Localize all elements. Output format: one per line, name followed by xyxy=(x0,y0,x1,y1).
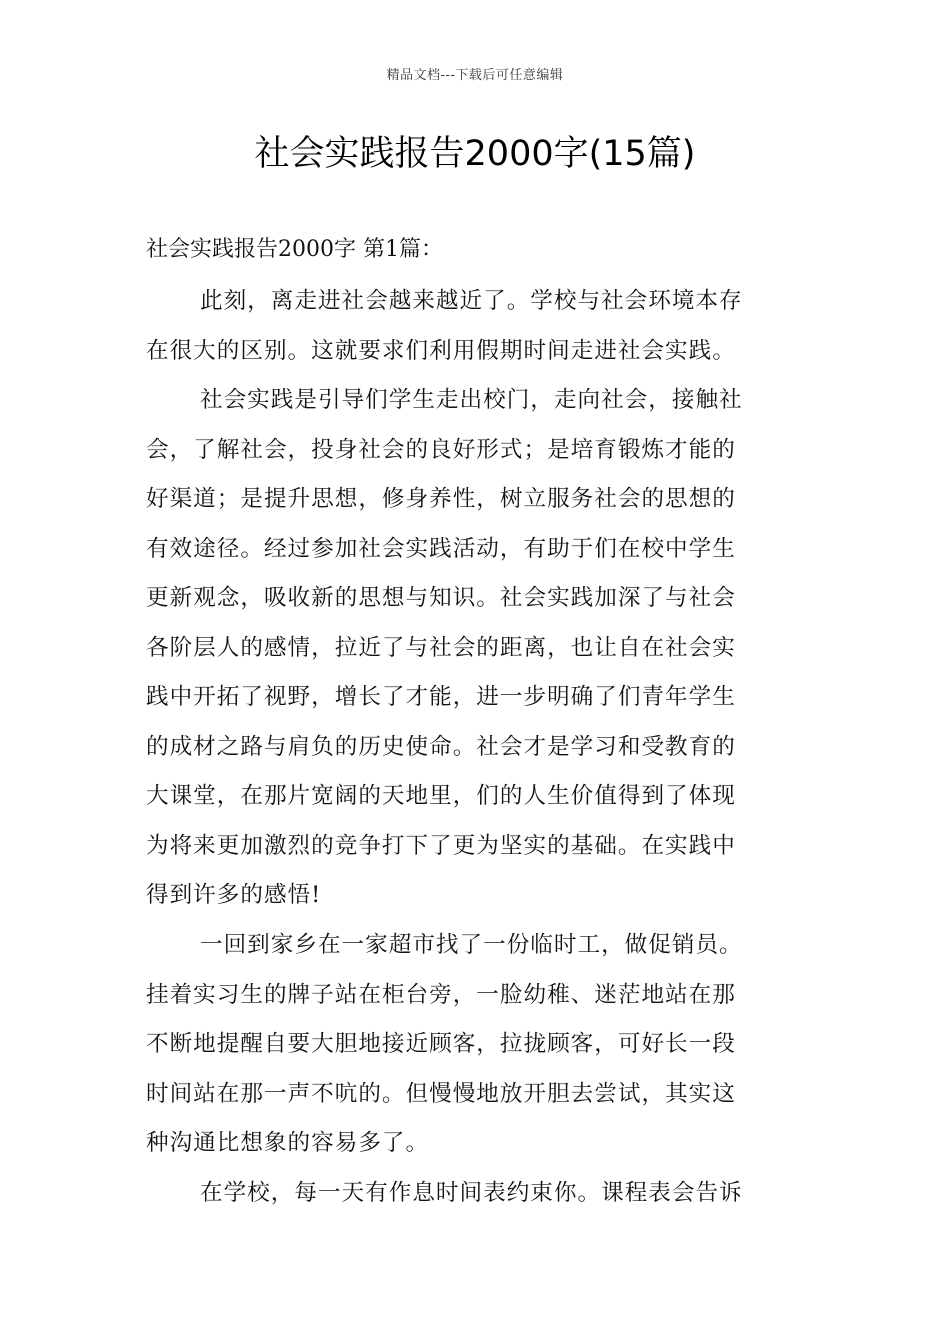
paragraph-line: 时间站在那一声不吭的。但慢慢地放开胆去尝试，其实这 xyxy=(146,1080,736,1107)
paragraph-line: 在很大的区别。这就要求们利用假期时间走进社会实践。 xyxy=(146,337,736,364)
paragraph-line: 挂着实习生的牌子站在柜台旁，一脸幼稚、迷茫地站在那 xyxy=(146,981,736,1008)
paragraph-line: 好渠道；是提升思想，修身养性，树立服务社会的思想的 xyxy=(146,486,736,512)
paragraph-line: 此刻，离走进社会越来越近了。学校与社会环境本存 xyxy=(200,288,743,314)
paragraph-line: 社会实践是引导们学生走出校门，走向社会，接触社 xyxy=(200,387,743,413)
paragraph-line: 为将来更加激烈的竞争打下了更为坚实的基础。在实践中 xyxy=(146,832,736,859)
paragraph-line: 各阶层人的感情，拉近了与社会的距离，也让自在社会实 xyxy=(146,634,736,661)
paragraph-1 xyxy=(146,277,808,376)
paragraph-4 xyxy=(146,1169,808,1219)
document-title: 社会实践报告2000字(15篇) xyxy=(254,134,696,174)
paragraph-line: 不断地提醒自要大胆地接近顾客，拉拢顾客，可好长一段 xyxy=(146,1031,736,1057)
paragraph-2 xyxy=(146,376,808,921)
paragraph-line: 大课堂，在那片宽阔的天地里，们的人生价值得到了体现 xyxy=(146,783,736,809)
paragraph-line: 会，了解社会，投身社会的良好形式；是培育锻炼才能的 xyxy=(146,436,736,463)
paragraph-line: 在学校，每一天有作息时间表约束你。课程表会告诉 xyxy=(200,1180,743,1206)
section-heading: 社会实践报告2000字 第1篇： xyxy=(146,237,443,262)
paragraph-3 xyxy=(146,921,808,1169)
paragraph-line: 一回到家乡在一家超市找了一份临时工，做促销员。 xyxy=(200,932,743,958)
paragraph-line: 有效途径。经过参加社会实践活动，有助于们在校中学生 xyxy=(146,535,736,562)
paragraph-line: 种沟通比想象的容易多了。 xyxy=(146,1130,430,1156)
paragraph-line: 得到许多的感悟! xyxy=(146,882,322,908)
paragraph-line: 践中开拓了视野，增长了才能，进一步明确了们青年学生 xyxy=(146,684,736,710)
paragraph-line: 更新观念，吸收新的思想与知识。社会实践加深了与社会 xyxy=(146,585,736,611)
header-note: 精品文档---下载后可任意编辑 xyxy=(386,68,564,83)
paragraph-line: 的成材之路与肩负的历史使命。社会才是学习和受教育的 xyxy=(146,733,736,760)
